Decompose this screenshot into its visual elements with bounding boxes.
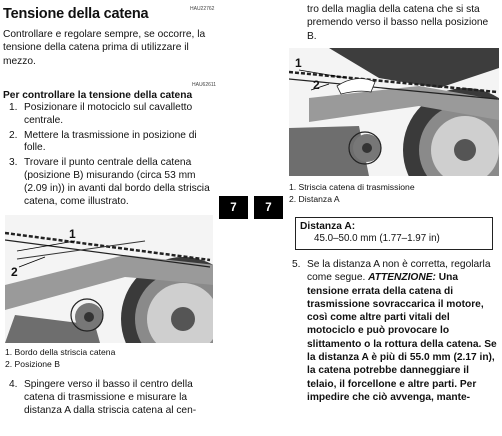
figure-label-1: 1 [69,227,76,241]
spec-label: Distanza A: [300,221,356,232]
step-text: Posizionare il motociclo sul cavalletto centrale. [24,102,193,126]
attention-text: Una tensione errata della catena di trasmissione sovraccarica il motore, così come altre parti vitali del motociclo e può provocare lo slittamento o la rottura della catena. Se la distanza A è più di 55.0 mm (2.17 in), la catena potrebbe danneggiare il telaio, il forcellone e altre parti. Per impedire che ciò avvenga, mante- [307,272,497,403]
chapter-tab-right: 7 [254,196,283,219]
page-code-sub: HAU62611 [192,82,217,88]
step-number: 3. [9,157,18,169]
chain-distance-illustration [289,48,499,176]
left-figure-captions [5,346,115,370]
continuation-paragraph: tro della maglia della catena che si sta premendo verso il basso nella posizione B. [307,4,489,42]
step-text: Spingere verso il basso il centro della catena di trasmissione e misurare la distanza A dalla striscia catena al cen- [24,379,197,416]
step-text: Se la distanza A non è corretta, regolarla come segue. [307,259,491,284]
step-5-container [283,258,498,436]
step-number: 4. [9,379,18,390]
figure-label-2: 2 [313,78,320,92]
caption-line: 1. Striscia catena di trasmissione [289,182,415,192]
figure-label-2: 2 [11,265,18,279]
step-text: Trovare il punto centrale della catena (posizione B) misurando (circa 53 mm (2.09 in)) in avanti dal bordo della striscia catena, come illustrato. [24,157,210,207]
step-item [0,130,216,156]
right-figure-captions [289,181,415,205]
step-number: 2. [9,129,18,141]
step-text: Mettere la trasmissione in posizione di folle. [24,129,197,154]
step-5-list [283,258,497,404]
attention-label: ATTENZIONE: [368,272,436,284]
caption-line: 2. Distanza A [289,194,340,204]
chapter-tab-left: 7 [219,196,248,219]
intro-paragraph: Controllare e regolare sempre, se occorre, la tensione della catena prima di utilizzare il mezzo. [3,29,206,67]
caption-line: 2. Posizione B [5,359,60,369]
step-item [283,258,497,404]
chain-edge-illustration [5,215,213,343]
figure-label-1: 1 [295,56,302,70]
subheading: Per controllare la tensione della catena [3,90,193,101]
left-page [0,0,220,436]
motorcycle-chain-distance-drawing [289,48,499,176]
step-item [0,102,216,128]
step-item [0,379,216,417]
section-title: Tensione della catena [3,6,149,22]
caption-line: 1. Bordo della striscia catena [5,347,116,357]
motorcycle-chain-drawing [5,215,213,343]
step-4-list [0,379,216,417]
spec-value: 45.0–50.0 mm (1.77–1.97 in) [314,233,440,244]
distance-spec-box [295,217,493,250]
step-number: 1. [9,102,18,113]
step-number: 5. [292,259,301,270]
step-item [0,157,216,208]
page-code-top: HAU22762 [190,6,215,12]
steps-list [0,102,216,208]
